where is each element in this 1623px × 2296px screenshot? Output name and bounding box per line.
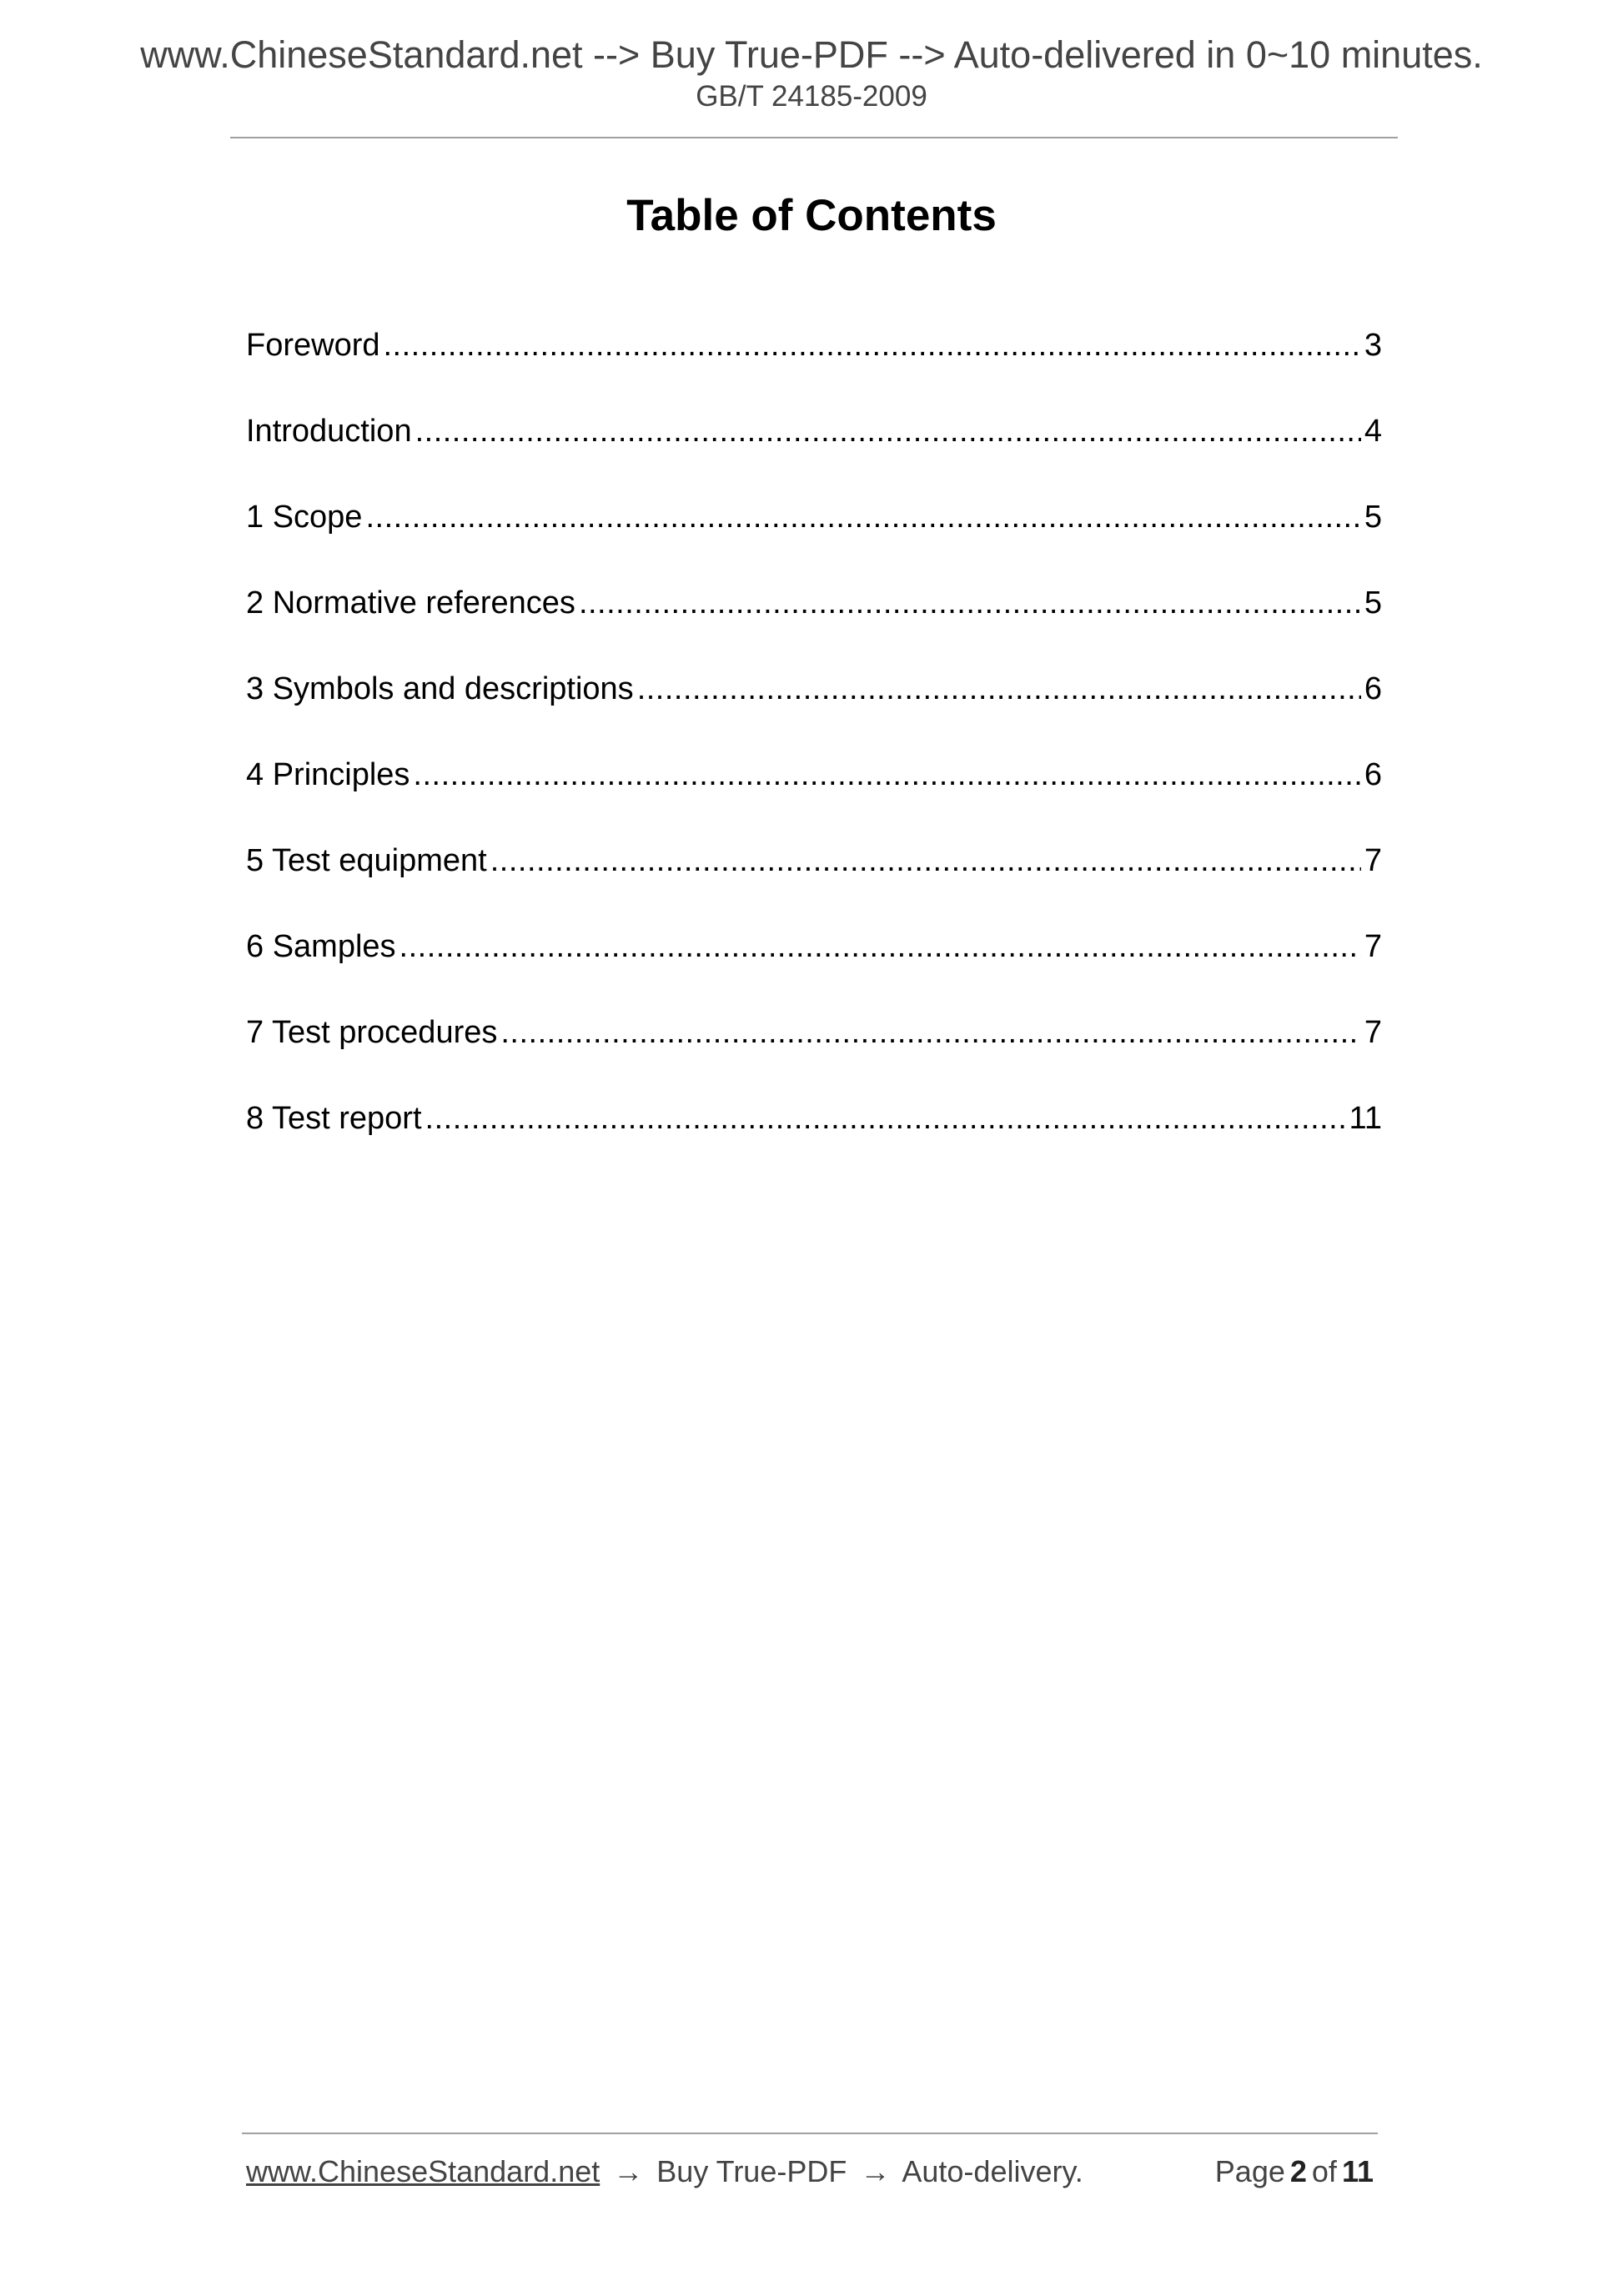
toc-entry-label: 7 Test procedures	[246, 1015, 498, 1050]
dot-leader	[579, 579, 1361, 627]
footer-promo	[246, 2154, 1083, 2189]
toc-entry-page: 11	[1349, 1101, 1382, 1136]
toc-entry-samples[interactable]	[246, 922, 1382, 1008]
right-arrow-icon: →	[860, 2154, 891, 2188]
toc-entry-page: 5	[1364, 585, 1382, 620]
toc-entry-label: 6 Samples	[246, 929, 396, 964]
toc-entry-principles[interactable]	[246, 751, 1382, 837]
footer-site-link[interactable]: www.ChineseStandard.net	[246, 2154, 600, 2188]
dot-leader	[415, 407, 1361, 455]
right-arrow-icon: →	[613, 2154, 644, 2188]
toc-entry-test-procedures[interactable]	[246, 1008, 1382, 1094]
current-page: 2	[1289, 2154, 1307, 2188]
footer-delivery-text: Auto-delivery.	[902, 2154, 1083, 2188]
toc-entry-label: 2 Normative references	[246, 585, 575, 620]
toc-entry-test-report[interactable]	[246, 1094, 1382, 1180]
toc-entry-page: 6	[1364, 757, 1382, 792]
dot-leader	[500, 1008, 1360, 1057]
toc-entry-test-equipment[interactable]	[246, 837, 1382, 922]
toc-entry-label: 3 Symbols and descriptions	[246, 671, 634, 706]
dot-leader	[365, 493, 1360, 541]
toc-entry-page: 7	[1364, 1015, 1382, 1050]
page-word: Page	[1214, 2154, 1285, 2188]
toc-entry-page: 6	[1364, 671, 1382, 706]
standard-code: GB/T 24185-2009	[696, 80, 927, 113]
toc-entry-scope[interactable]	[246, 493, 1382, 579]
toc-entry-symbols-and-descriptions[interactable]	[246, 665, 1382, 751]
toc-entry-page: 4	[1364, 414, 1382, 449]
toc-list	[246, 321, 1382, 1180]
toc-entry-label: 1 Scope	[246, 500, 363, 535]
toc-entry-introduction[interactable]	[246, 407, 1382, 493]
toc-entry-label: 4 Principles	[246, 757, 410, 792]
footer-buy-text: Buy True-PDF	[656, 2154, 847, 2188]
header-divider	[230, 137, 1398, 138]
dot-leader	[425, 1094, 1346, 1143]
footer-divider	[242, 2133, 1378, 2134]
toc-entry-page: 5	[1364, 500, 1382, 535]
dot-leader	[637, 665, 1361, 713]
toc-entry-label: Foreword	[246, 328, 380, 363]
page-footer	[246, 2154, 1374, 2189]
toc-entry-label: 8 Test report	[246, 1101, 422, 1136]
dot-leader	[490, 837, 1361, 885]
toc-entry-page: 7	[1364, 843, 1382, 878]
toc-entry-normative-references[interactable]	[246, 579, 1382, 665]
of-word: of	[1311, 2154, 1337, 2188]
dot-leader	[384, 321, 1361, 369]
header-banner: www.ChineseStandard.net --> Buy True-PDF --> Auto-delivered in 0~10 minutes.	[140, 33, 1483, 76]
toc-entry-label: 5 Test equipment	[246, 843, 487, 878]
page-number	[1210, 2154, 1374, 2189]
toc-entry-page: 7	[1364, 929, 1382, 964]
dot-leader	[413, 751, 1360, 799]
toc-entry-label: Introduction	[246, 414, 412, 449]
toc-entry-foreword[interactable]	[246, 321, 1382, 407]
dot-leader	[399, 922, 1361, 971]
page-title: Table of Contents	[626, 191, 997, 240]
total-pages: 11	[1341, 2154, 1374, 2188]
toc-entry-page: 3	[1364, 328, 1382, 363]
